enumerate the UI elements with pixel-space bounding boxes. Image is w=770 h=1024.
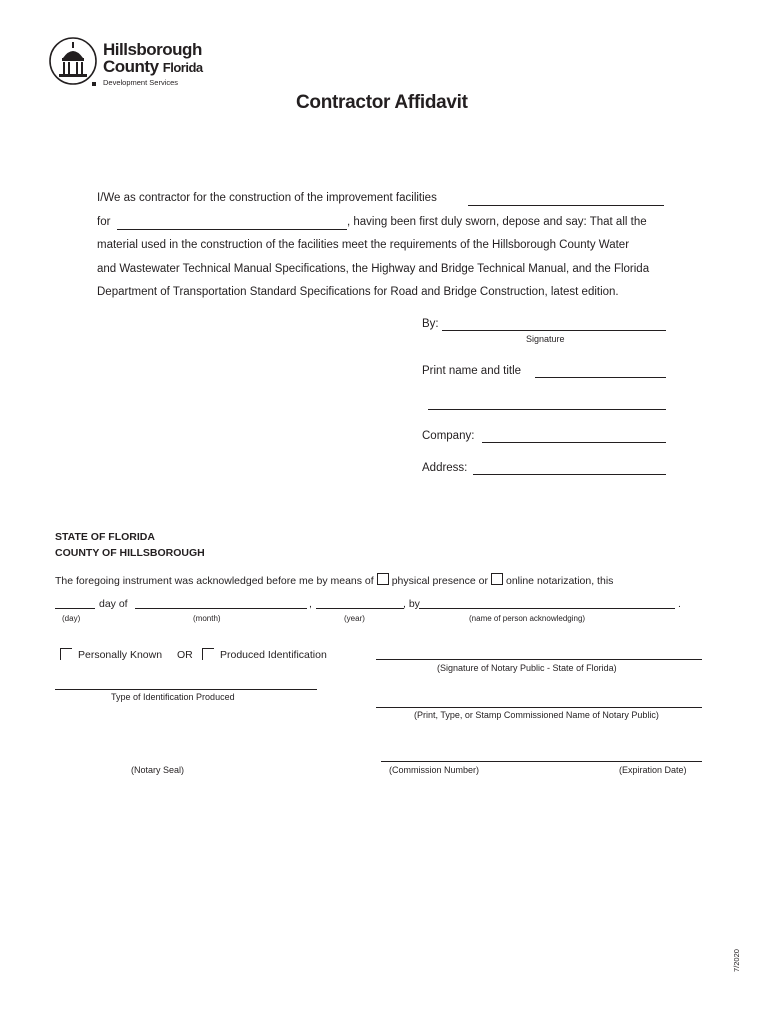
personally-known-label: Personally Known <box>78 649 163 661</box>
personally-known-checkbox[interactable] <box>60 648 72 660</box>
body-line-2-prefix: for <box>97 216 111 228</box>
body-line-4: and Wastewater Technical Manual Specifications, the Highway and Bridge Technical Manual, and the Florida <box>97 263 650 275</box>
commission-number-caption: (Commission Number) <box>389 765 480 775</box>
id-type-caption: Type of Identification Produced <box>111 692 235 702</box>
print-name-label: Print name and title <box>422 365 522 377</box>
page-title: Contractor Affidavit <box>296 92 468 113</box>
notary-seal-caption: (Notary Seal) <box>131 765 185 775</box>
year-blank <box>316 608 404 609</box>
expiration-date-caption: (Expiration Date) <box>619 765 687 775</box>
print-name-line-2 <box>428 409 666 410</box>
or-label: OR <box>177 649 193 661</box>
org-name-line2 <box>103 57 203 77</box>
courthouse-dome-icon <box>48 36 98 86</box>
state-heading: STATE OF FLORIDA <box>55 531 155 543</box>
notary-signature-caption: (Signature of Notary Public - State of Florida) <box>437 663 617 673</box>
signature-caption: Signature <box>526 334 565 344</box>
line-period: . <box>678 598 681 610</box>
produced-id-label: Produced Identification <box>220 649 327 661</box>
body-line-3: material used in the construction of the facilities meet the requirements of the Hillsborough County Water <box>97 239 630 251</box>
commission-line <box>381 761 702 762</box>
facilities-blank <box>468 205 664 206</box>
person-caption: (name of person acknowledging) <box>469 614 586 623</box>
print-name-line <box>535 377 666 378</box>
county-heading: COUNTY OF HILLSBOROUGH <box>55 547 205 559</box>
signature-line <box>442 330 666 331</box>
month-comma: , <box>309 598 312 610</box>
address-line <box>473 474 666 475</box>
company-label: Company: <box>422 430 475 442</box>
day-of-text: day of <box>99 598 128 610</box>
company-line <box>482 442 666 443</box>
day-blank <box>55 608 95 609</box>
county-logo <box>48 36 98 91</box>
body-line-1: I/We as contractor for the construction of the improvement facilities <box>97 192 437 204</box>
id-type-line <box>55 689 317 690</box>
print-commission-caption: (Print, Type, or Stamp Commissioned Name of Notary Public) <box>414 710 659 720</box>
date-code: 7/2020 <box>732 949 741 972</box>
logo-mark <box>92 82 96 86</box>
online-notarization-checkbox[interactable] <box>491 573 503 585</box>
body-line-5: Department of Transportation Standard Specifications for Road and Bridge Construction, latest edition. <box>97 286 619 298</box>
by-text: , by <box>403 598 420 610</box>
body-line-2-suffix: , having been first duly sworn, depose and say: That all the <box>347 216 647 228</box>
physical-presence-label: physical presence or <box>391 575 488 587</box>
month-blank <box>135 608 307 609</box>
org-county: County <box>103 57 159 76</box>
year-caption: (year) <box>344 614 365 623</box>
for-blank <box>117 229 347 230</box>
org-name-line1: Hillsborough <box>103 40 202 59</box>
notary-signature-line <box>376 659 702 660</box>
ack-prefix: The foregoing instrument was acknowledged before me by means of <box>55 575 374 587</box>
acknowledgment-line <box>55 573 613 587</box>
physical-presence-checkbox[interactable] <box>377 573 389 585</box>
org-state: Florida <box>162 60 203 75</box>
department-name: Development Services <box>103 78 179 87</box>
online-notarization-label: online notarization, this <box>506 575 614 587</box>
address-label: Address: <box>422 462 468 474</box>
month-caption: (month) <box>193 614 221 623</box>
day-caption: (day) <box>62 614 81 623</box>
produced-id-checkbox[interactable] <box>202 648 214 660</box>
by-label: By: <box>422 318 439 330</box>
print-commission-line <box>376 707 702 708</box>
person-blank <box>419 608 675 609</box>
